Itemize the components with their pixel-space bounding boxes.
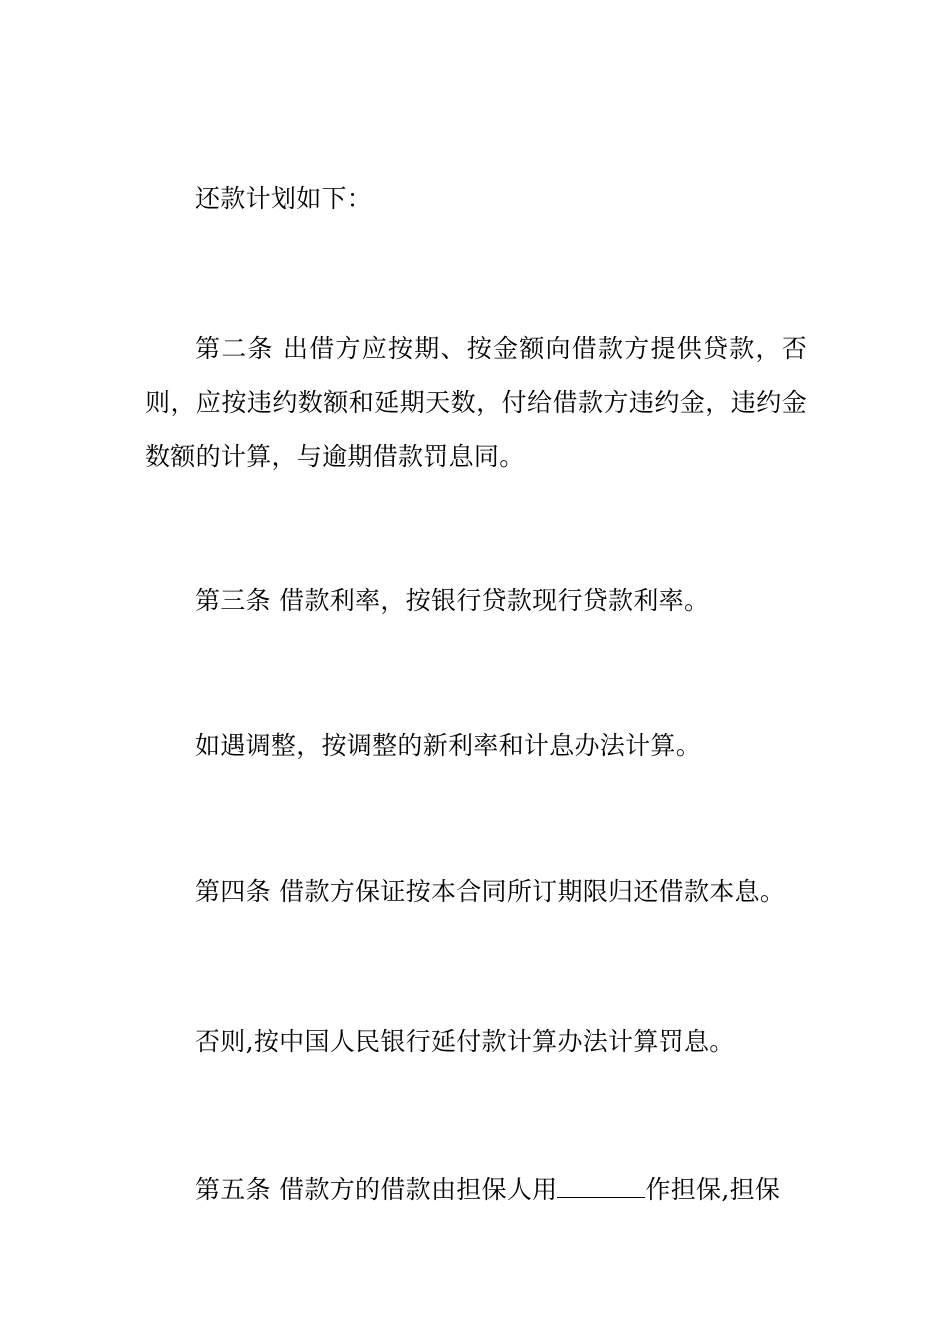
fill-in-blank-line <box>557 1175 645 1198</box>
paragraph-repayment-plan: 还款计划如下： <box>195 184 373 213</box>
paragraph-article-4: 第四条 借款方保证按本合同所订期限归还借款本息。 <box>195 877 786 906</box>
paragraph-rate-adjustment: 如遇调整，按调整的新利率和计息办法计算。 <box>195 731 702 760</box>
paragraph-article-3: 第三条 借款利率，按银行贷款现行贷款利率。 <box>195 586 710 615</box>
paragraph-article-5 <box>145 1163 807 1217</box>
paragraph-penalty-interest: 否则,按中国人民银行延付款计算办法计算罚息。 <box>195 1027 735 1056</box>
paragraph-article-2: 第二条 出借方应按期、按金额向借款方提供贷款，否则，应按违约数额和延期天数，付给借款方违约金，违约金数额的计算，与逾期借款罚息同。 <box>145 334 807 471</box>
article-5-text-before: 第五条 借款方的借款由担保人用 <box>195 1175 558 1204</box>
article-5-text-after: 作担保,担保 <box>645 1175 781 1204</box>
